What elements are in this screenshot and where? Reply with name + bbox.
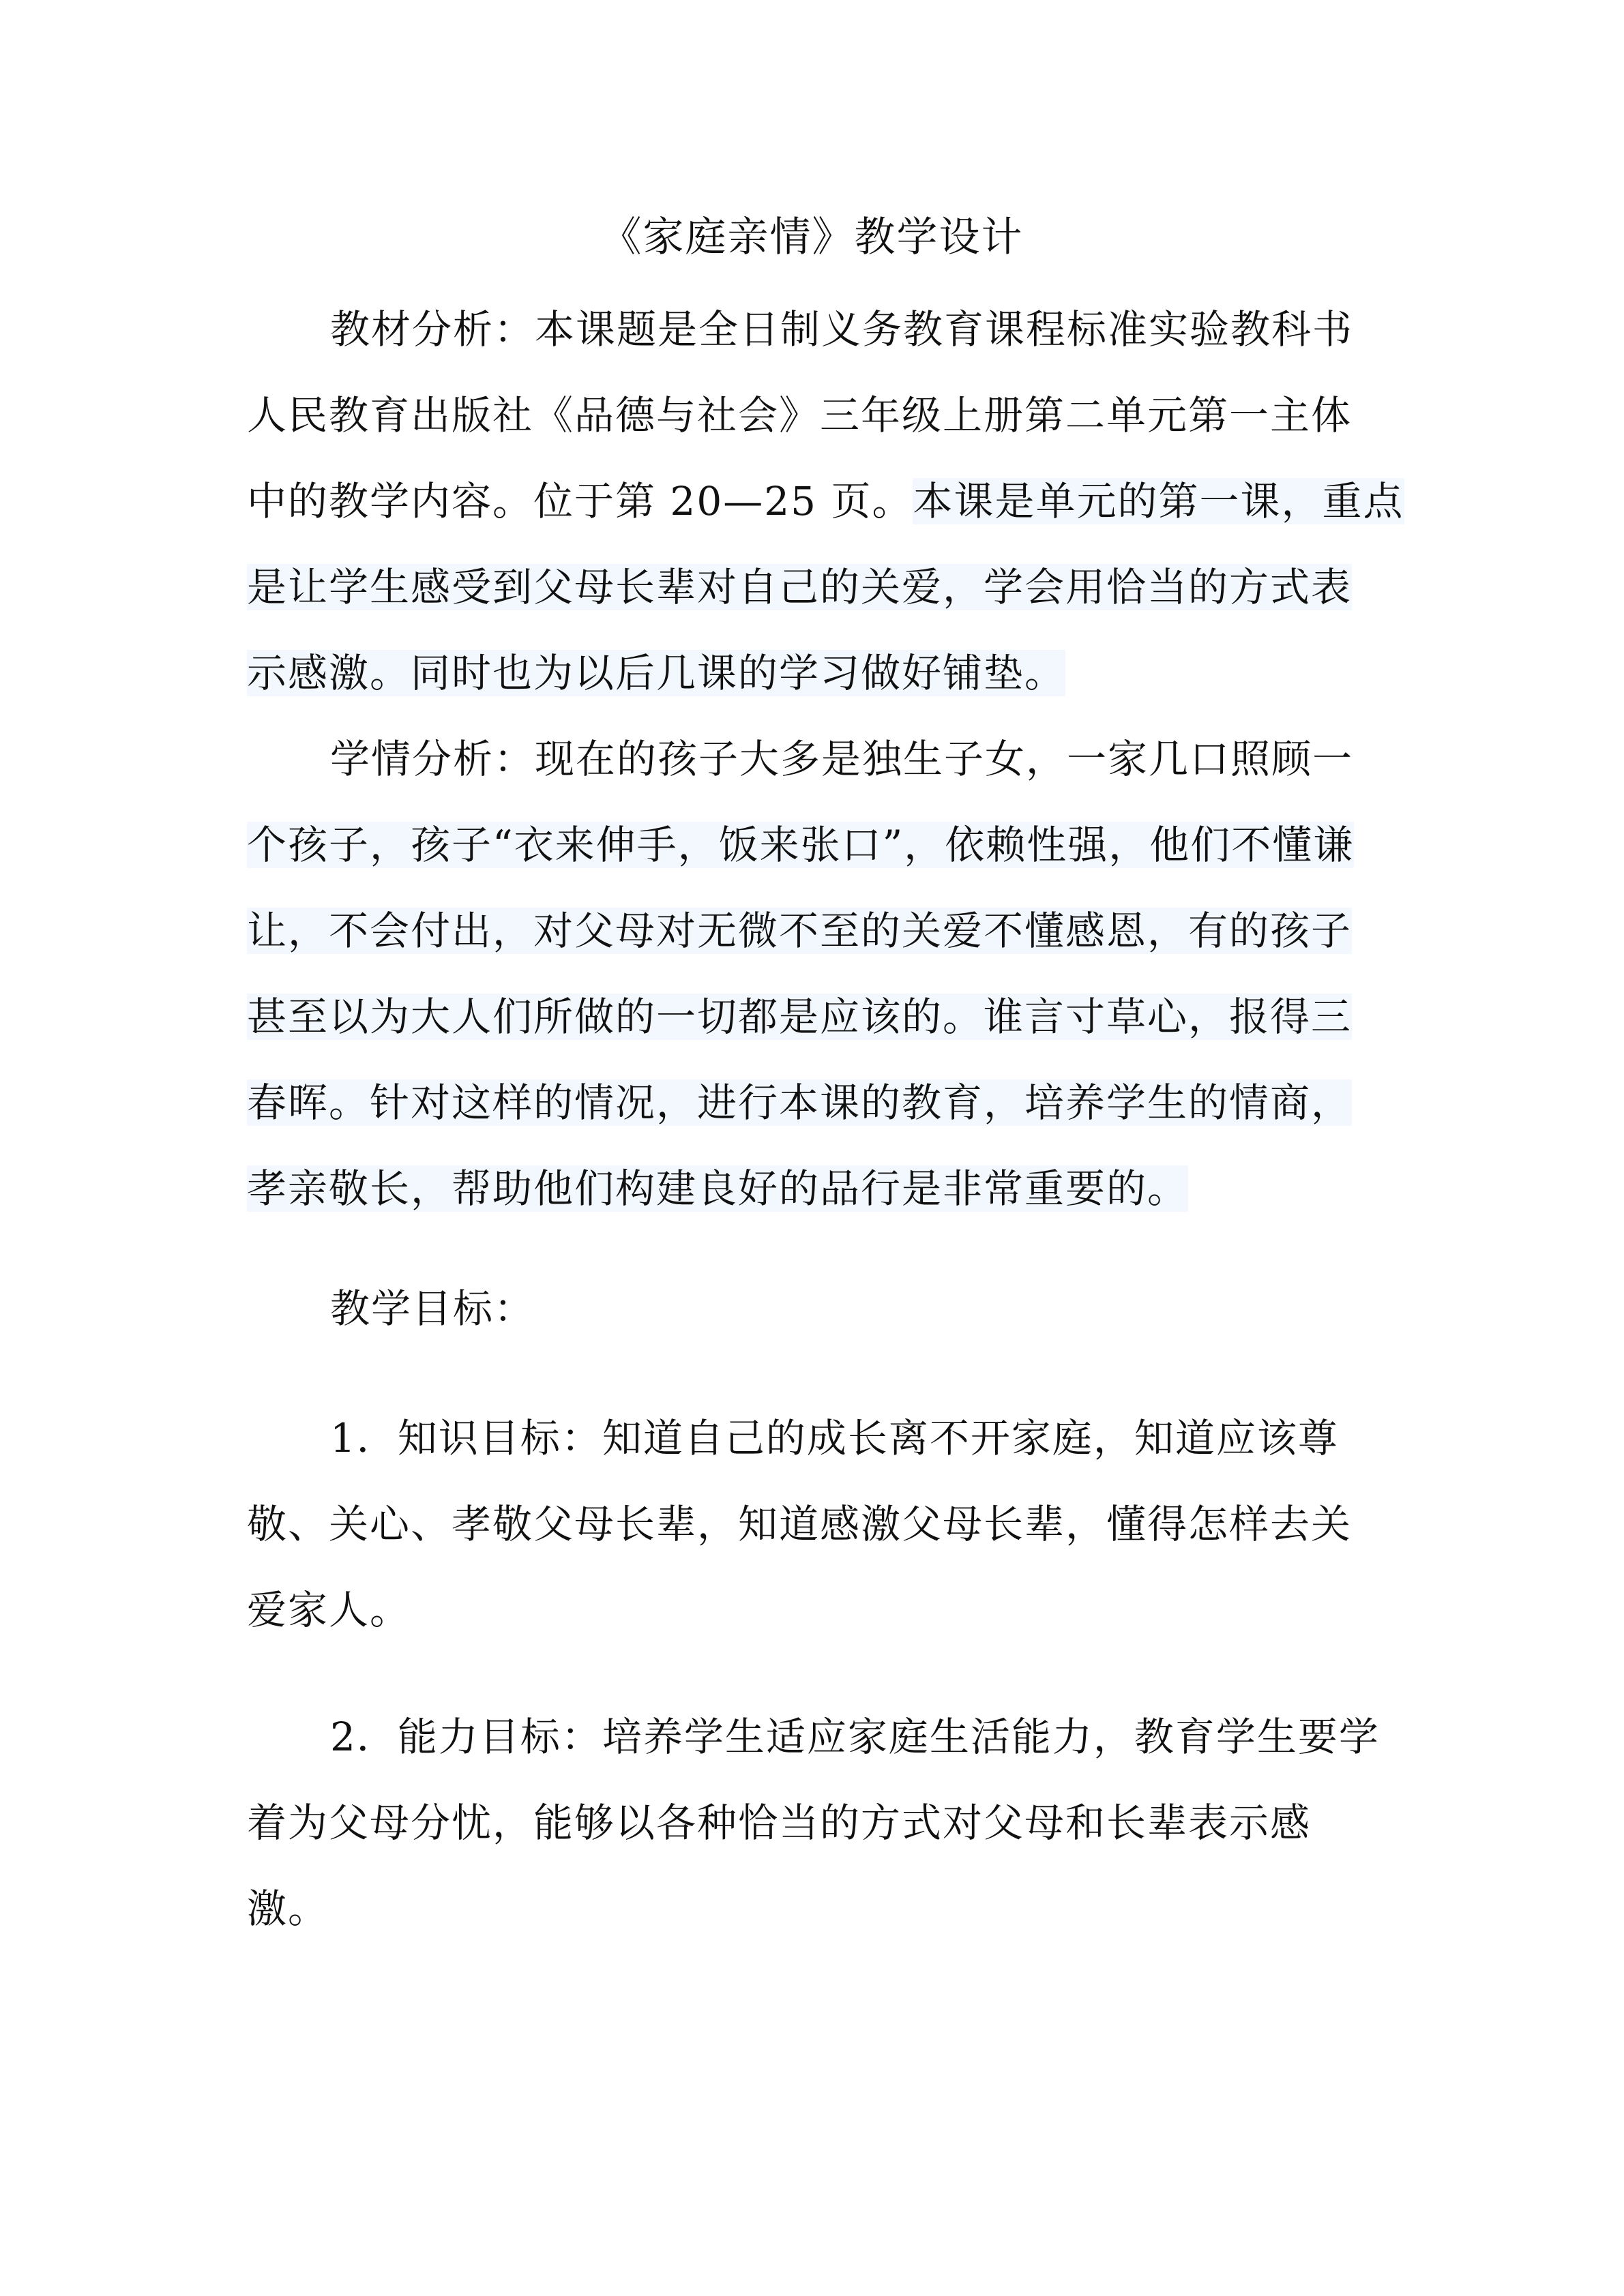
- paragraph-line: 敬、关心、孝敬父母长辈，知道感激父母长辈，懂得怎样去关: [247, 1501, 1353, 1547]
- material-analysis-paragraph: [247, 286, 1404, 716]
- objectives-heading: 教学目标：: [330, 1285, 535, 1332]
- highlighted-text: 示感激。同时也为以后几课的学习做好铺垫。: [247, 650, 1066, 696]
- highlighted-text: 个孩子，孩子“衣来伸手，饭来张口”，依赖性强，他们不懂谦: [247, 822, 1355, 868]
- highlighted-text: 是让学生感受到父母长辈对自己的关爱，学会用恰当的方式表: [247, 564, 1353, 610]
- highlighted-text: 甚至以为大人们所做的一切都是应该的。谁言寸草心，报得三: [247, 994, 1353, 1040]
- highlighted-text: 让，不会付出，对父母对无微不至的关爱不懂感恩，有的孩子: [247, 908, 1353, 954]
- learner-analysis-paragraph: [247, 716, 1379, 1232]
- knowledge-objective-paragraph: [247, 1395, 1379, 1653]
- highlighted-text: 春晖。针对这样的情况，进行本课的教育，培养学生的情商，: [247, 1079, 1353, 1126]
- objectives-heading-block: [247, 1266, 1379, 1352]
- paragraph-line: 本课题是全日制义务教育课程标准实验教科书: [535, 306, 1354, 353]
- paragraph-line: 着为父母分忧，能够以各种恰当的方式对父母和长辈表示感: [247, 1800, 1312, 1846]
- paragraph-line: 人民教育出版社《品德与社会》三年级上册第二单元第一主体: [247, 392, 1353, 438]
- paragraph-line: 中的教学内容。位于第 20—25 页。: [247, 478, 913, 524]
- paragraph-line: 2．能力目标：培养学生适应家庭生活能力，教育学生要学: [330, 1714, 1380, 1760]
- document-title: 《家庭亲情》教学设计: [600, 213, 1024, 261]
- paragraph-line: 爱家人。: [247, 1587, 411, 1633]
- ability-objective-paragraph: [247, 1694, 1379, 1952]
- paragraph-line: 现在的孩子大多是独生子女，一家几口照顾一: [535, 736, 1354, 782]
- learner-analysis-label: 学情分析：: [330, 736, 535, 782]
- paragraph-line: 1．知识目标：知道自己的成长离不开家庭，知道应该尊: [330, 1415, 1339, 1461]
- paragraph-line: 激。: [247, 1885, 329, 1932]
- highlighted-text: 孝亲敬长，帮助他们构建良好的品行是非常重要的。: [247, 1165, 1189, 1212]
- highlighted-text: 本课是单元的第一课，重点: [913, 478, 1404, 524]
- material-analysis-label: 教材分析：: [330, 306, 535, 353]
